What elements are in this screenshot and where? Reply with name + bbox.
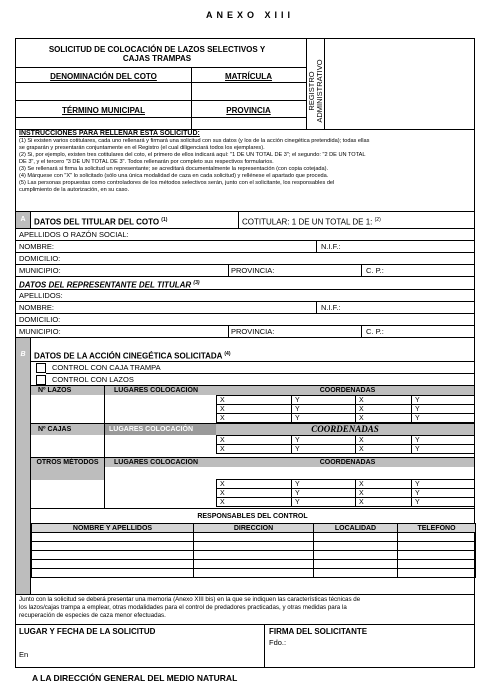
x-cell[interactable]: X <box>217 414 292 423</box>
rep-cp-field[interactable]: C. P.: <box>366 327 384 336</box>
col-nombre: NOMBRE Y APELLIDOS <box>32 524 194 533</box>
section-b-letter: B <box>20 351 26 358</box>
responsables-table <box>31 523 476 578</box>
lazos-label: CONTROL CON LAZOS <box>52 375 134 384</box>
responsable-cell[interactable] <box>194 533 314 542</box>
col-direccion: DIRECCION <box>194 524 314 533</box>
x-cell[interactable]: X <box>356 489 412 498</box>
provincia-label: PROVINCIA <box>226 106 271 115</box>
y-cell[interactable]: Y <box>292 396 356 405</box>
cotitular-label: COTITULAR: 1 DE UN TOTAL DE 1: $^{(2)}$ <box>242 217 381 227</box>
rep-nif-field[interactable]: N.I.F.: <box>321 303 341 312</box>
cp-field[interactable]: C. P.: <box>366 266 384 275</box>
rep-apellidos-field[interactable]: APELLIDOS: <box>19 291 63 300</box>
section-a-letter: A <box>20 216 26 223</box>
y-cell[interactable]: Y <box>412 445 475 454</box>
form-title: SOLICITUD DE COLOCACIÓN DE LAZOS SELECTIVOS Y CAJAS TRAMPAS <box>48 45 266 63</box>
responsable-cell[interactable] <box>32 551 194 560</box>
responsable-cell[interactable] <box>314 569 398 578</box>
responsable-cell[interactable] <box>32 560 194 569</box>
x-cell[interactable]: X <box>356 414 412 423</box>
domicilio-field[interactable]: DOMICILIO: <box>19 254 61 263</box>
responsable-cell[interactable] <box>314 542 398 551</box>
responsable-cell[interactable] <box>194 551 314 560</box>
y-cell[interactable]: Y <box>412 436 475 445</box>
responsable-cell[interactable] <box>398 560 476 569</box>
y-cell[interactable]: Y <box>292 405 356 414</box>
caja-trampa-label: CONTROL CON CAJA TRAMPA <box>52 363 161 372</box>
x-cell[interactable]: X <box>217 405 292 414</box>
col-localidad: LOCALIDAD <box>314 524 398 533</box>
note-line: los lazos/cajas trampa a emplear, otras modalidades para el control de predadores practicadas, y otras medidas para la <box>19 604 347 611</box>
col-telefono: TELEFONO <box>398 524 476 533</box>
matricula-input[interactable] <box>192 83 306 100</box>
provincia-input[interactable] <box>192 118 306 129</box>
y-cell[interactable]: Y <box>292 445 356 454</box>
y-cell[interactable]: Y <box>292 489 356 498</box>
x-cell[interactable]: X <box>217 396 292 405</box>
termino-input[interactable] <box>16 118 191 129</box>
instruction-line: (4) Márquese con "X" lo solicitado (sólo una única modalidad de caza en cada solicitud) y rellénese el apartado que proceda. <box>19 173 329 179</box>
x-cell[interactable]: X <box>217 480 292 489</box>
instructions-title: INSTRUCCIONES PARA RELLENAR ESTA SOLICITUD: <box>19 130 200 137</box>
x-cell[interactable]: X <box>356 445 412 454</box>
responsable-cell[interactable] <box>194 560 314 569</box>
responsable-cell[interactable] <box>194 569 314 578</box>
responsable-cell[interactable] <box>32 569 194 578</box>
note-line: recuperación de especies de caza menor efectuadas. <box>19 612 166 619</box>
y-cell[interactable]: Y <box>412 405 475 414</box>
en-field[interactable]: En <box>19 650 29 659</box>
x-cell[interactable]: X <box>217 436 292 445</box>
lazos-lugares-label: LUGARES COLOCACIÓN <box>114 387 198 394</box>
lazos-coord-table <box>216 395 475 423</box>
annex-title: ANEXO XIII <box>205 10 294 20</box>
rep-nombre-field[interactable]: NOMBRE: <box>19 303 55 312</box>
direccion-general: A LA DIRECCIÓN GENERAL DEL MEDIO NATURAL <box>32 673 238 683</box>
form-frame <box>15 38 475 668</box>
x-cell[interactable]: X <box>217 445 292 454</box>
y-cell[interactable]: Y <box>292 414 356 423</box>
lugar-fecha-label: LUGAR Y FECHA DE LA SOLICITUD <box>19 627 156 636</box>
rep-provincia-field[interactable]: PROVINCIA: <box>231 327 275 336</box>
caja-trampa-checkbox[interactable] <box>36 363 46 373</box>
responsables-title: RESPONSABLES DEL CONTROL <box>197 513 308 520</box>
y-cell[interactable]: Y <box>412 498 475 507</box>
otros-label: OTROS MÉTODOS <box>36 459 99 466</box>
nombre-field[interactable]: NOMBRE: <box>19 242 55 251</box>
section-b-sidebar <box>16 338 30 594</box>
responsable-cell[interactable] <box>398 542 476 551</box>
lazos-coord-label: COORDENADAS <box>319 387 376 394</box>
termino-label: TÉRMINO MUNICIPAL <box>62 106 145 115</box>
apellidos-field[interactable]: APELLIDOS O RAZÓN SOCIAL: <box>19 230 129 239</box>
instructions-text <box>19 138 471 194</box>
y-cell[interactable]: Y <box>412 414 475 423</box>
representante-title: DATOS DEL REPRESENTANTE DEL TITULAR $^{(3)}$ <box>19 280 200 290</box>
responsable-cell[interactable] <box>398 569 476 578</box>
nif-field[interactable]: N.I.F.: <box>321 242 341 251</box>
firma-label: FIRMA DEL SOLICITANTE <box>269 627 368 636</box>
responsable-cell[interactable] <box>398 533 476 542</box>
y-cell[interactable]: Y <box>292 480 356 489</box>
x-cell[interactable]: X <box>356 480 412 489</box>
instruction-line: (5) Las personas propuestas como controladores de los métodos selectivos serán, junto con el solicitante, los responsables del <box>19 180 335 186</box>
y-cell[interactable]: Y <box>292 436 356 445</box>
otros-lugares-label: LUGARES COLOCACIÓN <box>114 459 198 466</box>
matricula-label: MATRÍCULA <box>225 72 272 81</box>
y-cell[interactable]: Y <box>412 396 475 405</box>
coto-input[interactable] <box>16 83 191 100</box>
y-cell[interactable]: Y <box>292 498 356 507</box>
registro-label: REGISTRO ADMINISTRATIVO <box>307 59 324 123</box>
responsable-cell[interactable] <box>32 542 194 551</box>
note-line: Junto con la solicitud se deberá presentar una memoria (Anexo XIII bis) en la que se indiquen las características técnicas de <box>19 596 361 603</box>
x-cell[interactable]: X <box>217 489 292 498</box>
rep-municipio-field[interactable]: MUNICIPIO: <box>19 327 61 336</box>
x-cell[interactable]: X <box>356 498 412 507</box>
cajas-coord-table <box>216 435 475 454</box>
y-cell[interactable]: Y <box>412 480 475 489</box>
section-a-title: DATOS DEL TITULAR DEL COTO $^{(1)}$ <box>34 217 168 227</box>
lazos-checkbox[interactable] <box>36 375 46 385</box>
cajas-coord-label: COORDENADAS <box>311 424 379 434</box>
section-b-title: DATOS DE LA ACCIÓN CINEGÉTICA SOLICITADA $^{(4)}$ <box>34 351 231 361</box>
responsable-cell[interactable] <box>314 533 398 542</box>
y-cell[interactable]: Y <box>412 489 475 498</box>
instruction-line: cumplimiento de la autorización, en su caso. <box>19 187 130 193</box>
instruction-line: se graparán y presentarán conjuntamente en el Registro (el cual diligenciará todos los ejemplares). <box>19 145 265 151</box>
coto-label: DENOMINACIÓN DEL COTO <box>50 72 157 81</box>
x-cell[interactable]: X <box>217 498 292 507</box>
municipio-field[interactable]: MUNICIPIO: <box>19 266 61 275</box>
x-cell[interactable]: X <box>356 396 412 405</box>
instruction-line: (1) Si existen varios cotitulares, cada uno rellenará y firmará una solicitud con sus datos (y los de la acción cinegética pretendida); todas ellas <box>19 138 370 144</box>
instruction-line: DE 3", y el tercero "3 DE UN TOTAL DE 3". Todos rellenarán por completo sus respectivos formularios. <box>19 159 274 165</box>
responsable-cell[interactable] <box>314 560 398 569</box>
lazos-count-label: Nº LAZOS <box>38 387 72 394</box>
cajas-lugares-label: LUGARES COLOCACIÓN <box>109 426 193 433</box>
memoria-note <box>19 596 471 620</box>
responsable-cell[interactable] <box>314 551 398 560</box>
x-cell[interactable]: X <box>356 436 412 445</box>
responsable-cell[interactable] <box>32 533 194 542</box>
cajas-count-label: Nº CAJAS <box>38 426 72 433</box>
x-cell[interactable]: X <box>356 405 412 414</box>
responsable-cell[interactable] <box>194 542 314 551</box>
otros-coord-table <box>216 479 475 507</box>
fdo-field[interactable]: Fdo.: <box>269 638 287 647</box>
instruction-line: (3) Se rellenará si firma la solicitud un representante; se acreditará documentalmente la representación (con copia cotejada). <box>19 166 329 172</box>
provincia-field[interactable]: PROVINCIA: <box>231 266 275 275</box>
rep-domicilio-field[interactable]: DOMICILIO: <box>19 315 61 324</box>
responsable-cell[interactable] <box>398 551 476 560</box>
otros-coord-label: COORDENADAS <box>319 459 376 466</box>
instruction-line: (2) Si, por ejemplo, existen tres cotitulares del coto, el primero de ellos indicará aquí: "1 DE UN TOTAL DE 3"; el segundo: "2 DE UN TOTAL <box>19 152 366 158</box>
